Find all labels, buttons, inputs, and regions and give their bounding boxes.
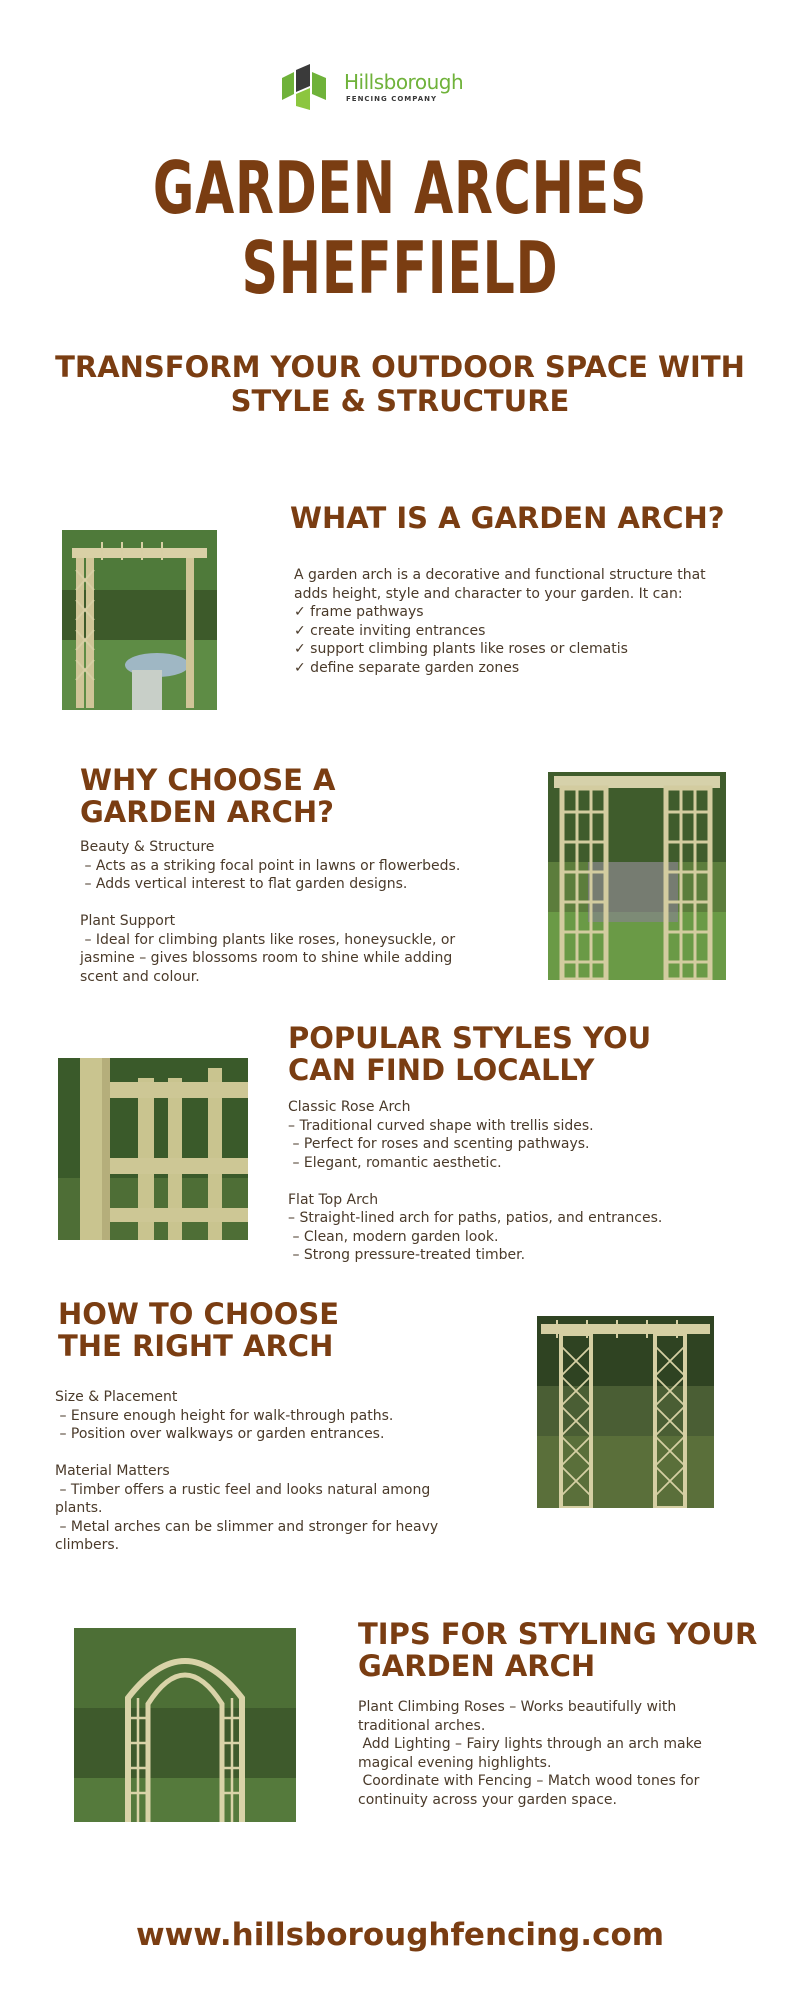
subtitle-line: STYLE & STRUCTURE [230, 384, 570, 418]
text-line: – Traditional curved shape with trellis sides. [288, 1117, 594, 1134]
section-text-what [294, 566, 754, 677]
text-line: Classic Rose Arch [288, 1099, 411, 1115]
flat-top-arch-photo [62, 530, 217, 710]
text-line: Coordinate with Fencing – Match wood tones for [358, 1773, 700, 1789]
heading-line: THE RIGHT ARCH [58, 1329, 334, 1363]
text-line: magical evening highlights. [358, 1754, 552, 1771]
text-line [55, 1444, 475, 1463]
text-line [80, 894, 500, 913]
section-heading-tips [358, 1618, 757, 1682]
text-line: – Timber offers a rustic feel and looks natural among [55, 1481, 431, 1498]
heading-line: CAN FIND LOCALLY [288, 1053, 595, 1087]
subtitle-line: TRANSFORM YOUR OUTDOOR SPACE WITH [55, 350, 745, 384]
section-text-styles [288, 1098, 748, 1265]
text-line: jasmine – gives blossoms room to shine while adding [80, 950, 453, 966]
text-line: – Ensure enough height for walk-through paths. [55, 1407, 394, 1424]
text-line: Plant Climbing Roses – Works beautifully with [358, 1699, 677, 1715]
text-line: – Ideal for climbing plants like roses, honeysuckle, or [80, 931, 456, 948]
text-line: continuity across your garden space. [358, 1791, 617, 1808]
text-line: Add Lighting – Fairy lights through an arch make [358, 1736, 702, 1752]
text-line: – Elegant, romantic aesthetic. [288, 1154, 502, 1171]
trellis-panel-photo [58, 1058, 248, 1240]
section-heading-choose [58, 1298, 339, 1362]
text-line: adds height, style and character to your garden. It can: [294, 585, 683, 602]
page-title [88, 148, 712, 308]
logo-mark-icon [280, 64, 342, 112]
section-heading-styles [288, 1022, 651, 1086]
text-line: – Straight-lined arch for paths, patios, and entrances. [288, 1210, 663, 1226]
text-line: – Position over walkways or garden entrances. [55, 1426, 385, 1442]
rose-arch-photo [74, 1628, 296, 1822]
text-line: Beauty & Structure [80, 839, 215, 855]
heading-line: GARDEN ARCH? [80, 795, 334, 829]
text-line: – Strong pressure-treated timber. [288, 1247, 526, 1263]
text-line: Flat Top Arch [288, 1191, 379, 1208]
company-logo [280, 62, 480, 114]
text-line: – Metal arches can be slimmer and stronger for heavy [55, 1518, 439, 1535]
text-line: scent and colour. [80, 968, 200, 985]
checklist-item: ✓ define separate garden zones [294, 659, 520, 676]
text-line: – Acts as a striking focal point in lawns or flowerbeds. [80, 857, 461, 874]
section-text-why [80, 838, 500, 986]
title-line: SHEFFIELD [241, 226, 559, 310]
text-line [288, 1172, 748, 1191]
checklist-item: ✓ create inviting entrances [294, 622, 486, 639]
text-line: Plant Support [80, 913, 176, 929]
text-line: traditional arches. [358, 1717, 486, 1734]
checklist-item: ✓ support climbing plants like roses or clematis [294, 641, 628, 657]
text-line: Material Matters [55, 1463, 170, 1479]
text-line: – Adds vertical interest to flat garden designs. [80, 876, 408, 892]
heading-line: HOW TO CHOOSE [58, 1297, 340, 1331]
text-line: plants. [55, 1500, 103, 1516]
checklist-item: ✓ frame pathways [294, 604, 424, 620]
heading-line: WHY CHOOSE A [80, 763, 336, 797]
page-subtitle [40, 350, 760, 418]
logo-name: Hillsborough [344, 70, 464, 94]
heading-line: TIPS FOR STYLING YOUR [358, 1617, 758, 1651]
heading-line: GARDEN ARCH [358, 1649, 596, 1683]
title-line: GARDEN ARCHES [152, 146, 648, 230]
section-heading-why [80, 764, 335, 828]
trellis-arch-photo [548, 772, 726, 980]
section-heading-what: WHAT IS A GARDEN ARCH? [290, 501, 725, 535]
heading-line: POPULAR STYLES YOU [288, 1021, 652, 1055]
text-line: Size & Placement [55, 1389, 178, 1405]
logo-subtitle: FENCING COMPANY [346, 95, 438, 103]
website-url[interactable]: www.hillsboroughfencing.com [135, 1917, 665, 1953]
text-line: A garden arch is a decorative and functional structure that [294, 567, 706, 583]
text-line: – Perfect for roses and scenting pathways. [288, 1136, 590, 1152]
text-line: – Clean, modern garden look. [288, 1228, 499, 1245]
section-text-tips [358, 1698, 728, 1809]
text-line: climbers. [55, 1537, 120, 1553]
section-text-choose [55, 1388, 475, 1555]
lattice-arch-photo [537, 1316, 714, 1508]
